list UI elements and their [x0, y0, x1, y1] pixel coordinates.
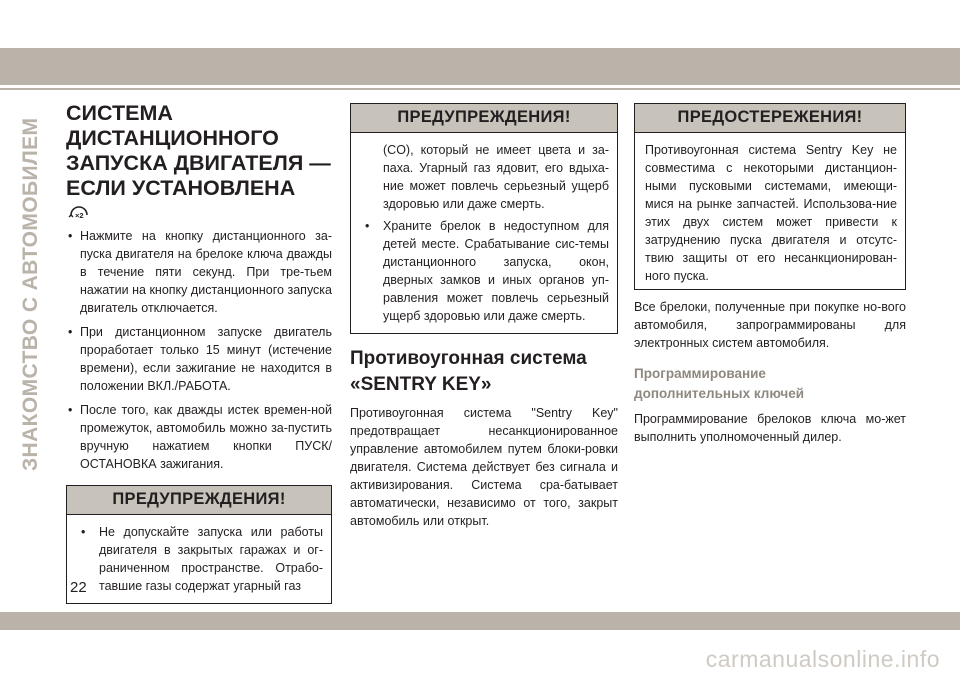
remote-start-icon-label: ×2 [75, 211, 84, 220]
footer-band [0, 612, 960, 630]
remote-start-icon [68, 203, 90, 221]
heading-line-2: «SENTRY KEY» [350, 374, 492, 395]
heading-line-1: Противоугонная система [350, 348, 587, 369]
warning-body [351, 133, 617, 333]
watermark: carmanualsonline.info [705, 646, 940, 672]
list-item: • Храните брелок в недоступном для детей месте. Срабатывание сис-темы дистанционного запуска, окон, дверных замков и иных органов уп-равления может повлечь серьезный ущерб здоровью или даже смерть. [361, 217, 609, 325]
warning-continuation: (CO), который не имеет цвета и за-паха. Угарный газ ядовит, его вдыха-ние может повлечь серьезный ущерб здоровью или даже смерть. [383, 143, 609, 211]
title-line-2: ДИСТАНЦИОННОГО [66, 126, 279, 150]
list-item: • После того, как дважды истек времен-ной промежуток, автомобиль можно за-пустить вручную нажатием кнопки ПУСК/ОСТАНОВКА зажигания. [66, 401, 332, 473]
warning-body [67, 515, 331, 603]
caution-text: Противоугонная система Sentry Key не совместима с некоторыми дистанцион-ными пусковыми системами, имеющи-мися на рынке запчастей. Использова-ние этих двух систем может привести к затруднению пуска двигателя и отсутс-твию защиты от его несанкционирован-ного пуска. [645, 143, 897, 283]
page-number: 22 [70, 579, 87, 596]
sentry-key-heading [350, 346, 618, 398]
programming-subheading [634, 364, 906, 404]
title-line-1: СИСТЕМА [66, 101, 173, 125]
header-band [0, 48, 960, 85]
warning-header: ПРЕДУПРЕЖДЕНИЯ! [67, 486, 331, 515]
caution-header: ПРЕДОСТЕРЕЖЕНИЯ! [635, 104, 905, 133]
list-item: • Не допускайте запуска или работы двигателя в закрытых гаражах и ог-раниченном пространстве. Отрабо-тавшие газы содержат угарный газ [77, 523, 323, 595]
subheading-line-1: Программирование [634, 366, 766, 381]
warning-header: ПРЕДУПРЕЖДЕНИЯ! [351, 104, 617, 133]
column-3 [634, 103, 906, 446]
top-margin [0, 0, 960, 48]
programming-paragraph: Программирование брелоков ключа мо-жет выполнить уполномоченный дилер. [634, 412, 906, 444]
warning-box [66, 485, 332, 604]
section-title [66, 101, 332, 201]
column-1 [66, 101, 332, 604]
header-rule [0, 88, 960, 90]
column-2 [350, 103, 618, 530]
list-item: • Нажмите на кнопку дистанционного за-пуска двигателя на брелоке ключа дважды в течение пяти секунд. При тре-тьем нажатии на кнопку дистанционного запуска двигатель отключается. [66, 227, 332, 317]
subheading-line-2: дополнительных ключей [634, 386, 805, 401]
caution-box [634, 103, 906, 290]
caution-body [635, 133, 905, 289]
sentry-key-paragraph: Противоугонная система "Sentry Key" предотвращает несанкционированное управление автомобилем путем блоки-ровки двигателя. Система действует без сигнала и активизирования. Система сра-батывает автоматически, независимо от того, закрыт автомобиль или открыт. [350, 406, 618, 528]
title-line-4: ЕСЛИ УСТАНОВЛЕНА [66, 176, 296, 200]
side-section-title: ЗНАКОМСТВО С АВТОМОБИЛЕМ [19, 117, 42, 471]
warning-box-continued [350, 103, 618, 334]
title-line-3: ЗАПУСКА ДВИГАТЕЛЯ — [66, 151, 331, 175]
list-item: • При дистанционном запуске двигатель проработает только 15 минут (истечение времени), если зажигание не находится в положении ВКЛ./РАБОТА. [66, 323, 332, 395]
key-fobs-paragraph: Все брелоки, полученные при покупке но-вого автомобиля, запрограммированы для электронных систем автомобиля. [634, 300, 906, 350]
instructions-list [66, 227, 332, 473]
